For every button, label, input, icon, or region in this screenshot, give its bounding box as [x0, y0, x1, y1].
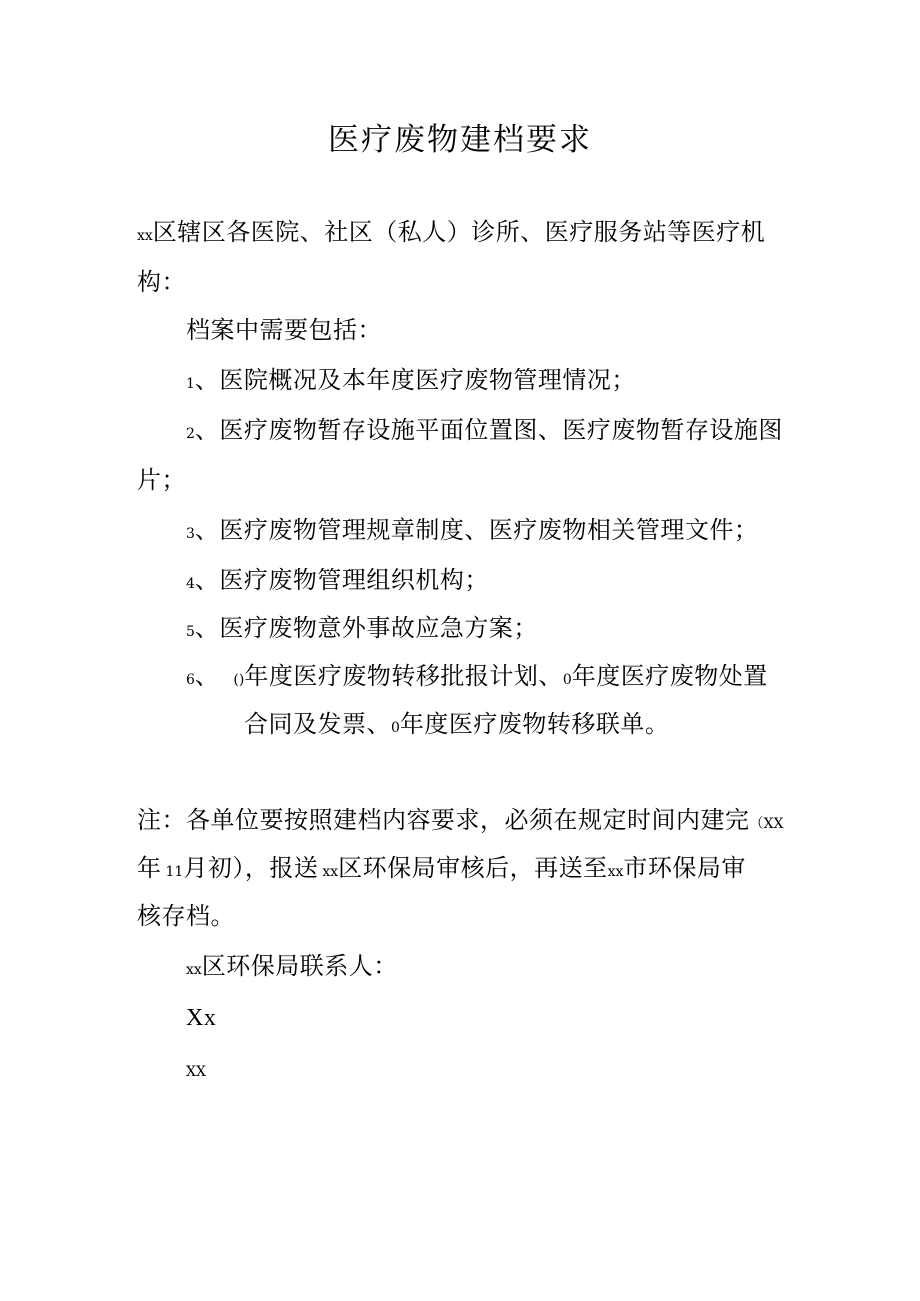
note-text: 区环保局审核后，再送至 [338, 854, 608, 882]
list-item-6 [186, 660, 768, 696]
year-placeholder: 0 [391, 720, 400, 736]
list-item-number: 6 [186, 672, 195, 688]
list-item-1 [186, 364, 636, 400]
note-line-2 [137, 852, 746, 888]
note-line-3: 核存档。 [137, 902, 235, 930]
year-placeholder: 0 [562, 672, 572, 688]
year-placeholder: () [233, 672, 245, 688]
note-text: 月初），报送 [183, 854, 319, 882]
list-item-text: 、医疗废物管理组织机构； [194, 566, 489, 594]
note-text: 市环保局审 [623, 854, 746, 882]
addressee-prefix: xx [137, 228, 153, 244]
addressee-text: 区辖区各医院、社区（私人）诊所、医疗服务站等医疗机 [152, 218, 766, 246]
document-title: 医疗废物建档要求 [328, 122, 592, 158]
list-item-text: 、医疗废物暂存设施平面位置图、医疗废物暂存设施图 [194, 416, 783, 444]
list-item-text: 年度医疗废物转移批报计划、 [244, 662, 563, 690]
note-text: 年 [137, 854, 162, 882]
intro-text: 档案中需要包括： [186, 316, 382, 344]
addressee-line-2: 构： [137, 268, 186, 296]
list-item-2-continuation: 片； [137, 466, 186, 494]
list-item-6-continuation [244, 708, 669, 744]
contact-prefix: xx [186, 962, 202, 978]
contact-name: Xx [186, 1005, 217, 1031]
list-item-text: 年度医疗废物处置 [571, 662, 768, 690]
list-item-text: 合同及发票、 [244, 710, 391, 738]
list-item-separator: 、 [194, 662, 220, 690]
list-item-text: 、医疗废物管理规章制度、医疗废物相关管理文件； [194, 516, 759, 544]
note-text: xx [322, 864, 339, 880]
addressee-line-1 [137, 216, 765, 252]
note-line-1 [137, 804, 783, 840]
list-item-number: 3 [186, 526, 195, 542]
list-item-number: 1 [186, 376, 195, 392]
note-text: xx [607, 864, 624, 880]
list-item-number: 5 [186, 624, 195, 640]
list-item-text: 、医院概况及本年度医疗废物管理情况； [194, 366, 636, 394]
list-item-4 [186, 564, 489, 600]
note-text: 11 [165, 864, 184, 880]
list-item-text: 年度医疗废物转移联单。 [399, 710, 670, 738]
contact-label-text: 区环保局联系人： [201, 952, 398, 980]
note-text: 注：各单位要按照建档内容要求，必须在规定时间内建完 [137, 806, 750, 834]
contact-extra: XX [186, 1064, 206, 1080]
list-item-text: 、医疗废物意外事故应急方案； [194, 614, 538, 642]
note-text: （XX [749, 816, 784, 832]
list-item-3 [186, 514, 758, 550]
list-item-number: 4 [186, 576, 195, 592]
list-item-2 [186, 414, 783, 450]
list-item-number: 2 [186, 426, 195, 442]
list-item-5 [186, 612, 538, 648]
contact-label [186, 950, 398, 986]
